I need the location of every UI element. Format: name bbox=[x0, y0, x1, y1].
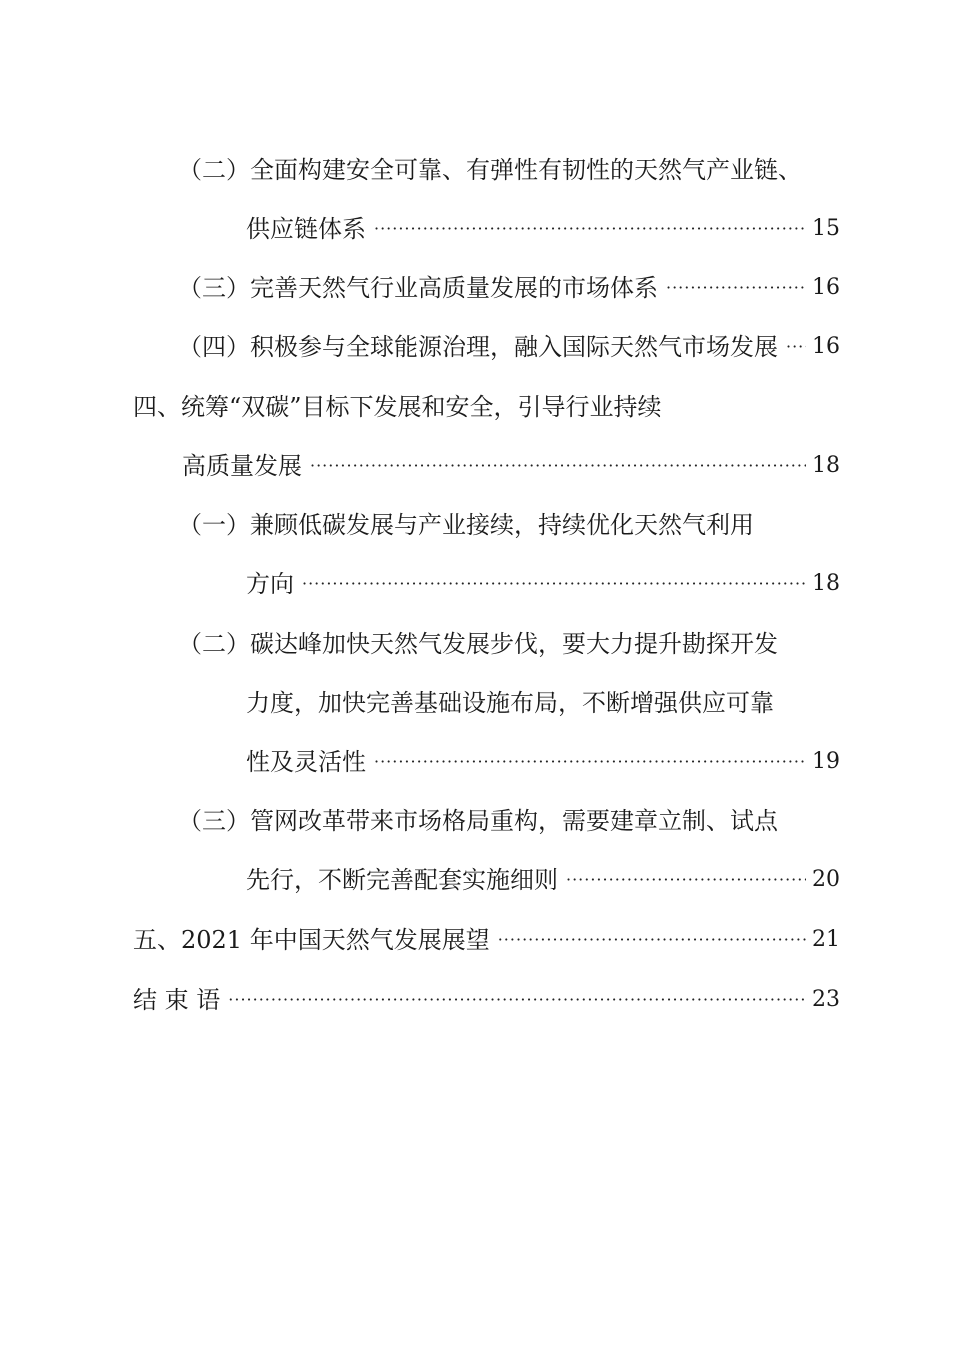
toc-entry-text: （二）碳达峰加快天然气发展步伐，要大力提升勘探开发 bbox=[178, 630, 778, 658]
toc-entry-line bbox=[178, 150, 802, 190]
page-number: 19 bbox=[812, 749, 840, 774]
toc-entry-text: 先行，不断完善配套实施细则 bbox=[246, 866, 558, 894]
toc-entry-text: 结 束 语 bbox=[133, 986, 221, 1014]
toc-entry-text: 方向 bbox=[246, 570, 294, 598]
page-number: 21 bbox=[812, 927, 840, 952]
toc-entry-line bbox=[178, 801, 778, 841]
page-number: 16 bbox=[812, 275, 840, 300]
toc-entry-text: 四、统筹“双碳”目标下发展和安全，引导行业持续 bbox=[133, 393, 662, 421]
toc-chapter-line[interactable] bbox=[182, 446, 838, 486]
toc-entry-text: （三）完善天然气行业高质量发展的市场体系 bbox=[178, 274, 658, 302]
toc-entry-line[interactable] bbox=[246, 860, 838, 900]
page-number: 15 bbox=[812, 216, 840, 241]
leader-dots bbox=[786, 327, 806, 367]
page-number: 16 bbox=[812, 334, 840, 359]
toc-entry-text: 五、2021 年中国天然气发展展望 bbox=[133, 926, 490, 954]
toc-entry-text: 性及灵活性 bbox=[246, 748, 366, 776]
toc-entry-line[interactable] bbox=[246, 564, 838, 604]
toc-entry-text: （三）管网改革带来市场格局重构，需要建章立制、试点 bbox=[178, 807, 778, 835]
page-number: 18 bbox=[812, 571, 840, 596]
toc-entry-text: 力度，加快完善基础设施布局，不断增强供应可靠 bbox=[246, 689, 774, 717]
toc-entry-text: （一）兼顾低碳发展与产业接续，持续优化天然气利用 bbox=[178, 511, 754, 539]
toc-entry-line bbox=[178, 624, 778, 664]
leader-dots bbox=[666, 268, 806, 308]
toc-entry-text: 供应链体系 bbox=[246, 215, 366, 243]
leader-dots bbox=[228, 980, 806, 1020]
leader-dots bbox=[498, 920, 806, 960]
leader-dots bbox=[310, 446, 806, 486]
page-number: 23 bbox=[812, 987, 840, 1012]
toc-entry-line[interactable] bbox=[246, 209, 838, 249]
toc-entry-line[interactable] bbox=[178, 327, 838, 367]
leader-dots bbox=[374, 209, 806, 249]
toc-entry-line bbox=[246, 683, 774, 723]
leader-dots bbox=[302, 564, 806, 604]
toc-entry-text: （二）全面构建安全可靠、有弹性有韧性的天然气产业链、 bbox=[178, 156, 802, 184]
leader-dots bbox=[566, 860, 806, 900]
toc-chapter-line bbox=[133, 387, 662, 427]
page-number: 18 bbox=[812, 453, 840, 478]
toc-chapter-line[interactable] bbox=[133, 920, 838, 960]
toc-entry-text: 高质量发展 bbox=[182, 452, 302, 480]
leader-dots bbox=[374, 742, 806, 782]
toc-entry-line[interactable] bbox=[178, 268, 838, 308]
toc-chapter-line[interactable] bbox=[133, 980, 838, 1020]
toc-entry-line bbox=[178, 505, 754, 545]
toc-entry-text: （四）积极参与全球能源治理，融入国际天然气市场发展 bbox=[178, 333, 778, 361]
toc-entry-line[interactable] bbox=[246, 742, 838, 782]
page-number: 20 bbox=[812, 867, 840, 892]
